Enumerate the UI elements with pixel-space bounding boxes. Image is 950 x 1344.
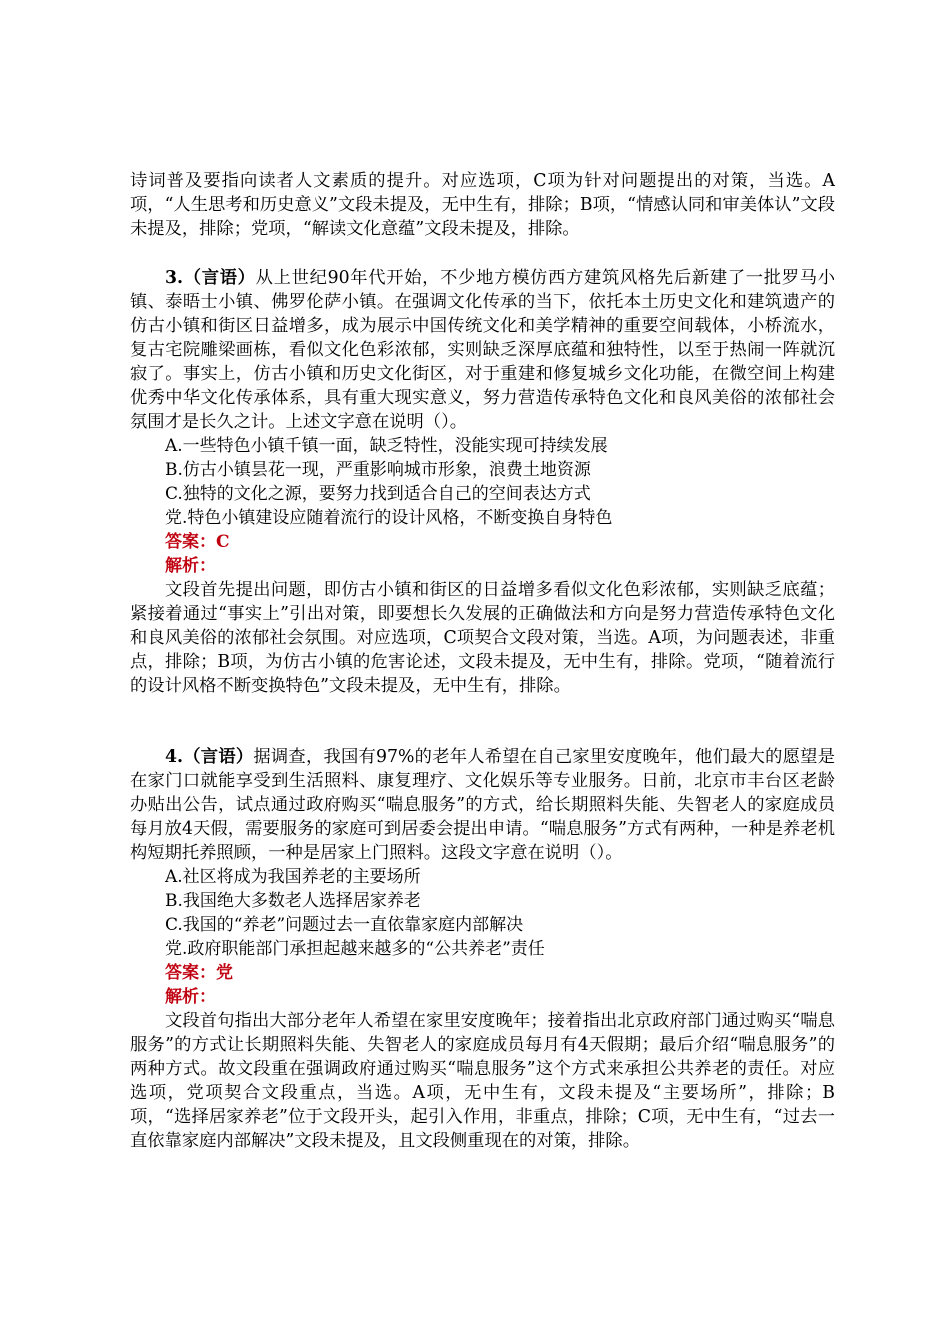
- answer-label: 答案：C: [165, 532, 230, 552]
- option-a: A.一些特色小镇千镇一面，缺乏特性，没能实现可持续发展: [165, 436, 608, 456]
- option-b: B.我国绝大多数老人选择居家养老: [165, 891, 421, 911]
- option-c: C.我国的“养老”问题过去一直依靠家庭内部解决: [165, 915, 524, 935]
- option-a: A.社区将成为我国养老的主要场所: [165, 867, 421, 887]
- analysis-label: 解析：: [165, 556, 216, 576]
- intro-paragraph: 诗词普及要指向读者人文素质的提升。对应选项，C项为针对问题提出的对策，当选。A项，“人生思考和历史意义”文段未提及，无中生有，排除；B项，“情感认同和审美体认”文段未提及，排除；党项，“解读文化意蕴”文段未提及，排除。: [130, 171, 835, 239]
- analysis-label: 解析：: [165, 987, 216, 1007]
- option-d: 党.政府职能部门承担起越来越多的“公共养老”责任: [165, 939, 545, 959]
- option-b: B.仿古小镇昙花一现，严重影响城市形象，浪费土地资源: [165, 460, 591, 480]
- question-3: [130, 266, 835, 698]
- answer-label: 答案：党: [165, 963, 233, 983]
- intro-block: [130, 169, 835, 241]
- question-number: 4.（言语）: [165, 747, 254, 767]
- option-d: 党.特色小镇建设应随着流行的设计风格，不断变换自身特色: [165, 508, 613, 528]
- analysis-text: 文段首先提出问题，即仿古小镇和街区的日益增多看似文化色彩浓郁，实则缺乏底蕴；紧接着通过“事实上”引出对策，即要想长久发展的正确做法和方向是努力营造传承特色文化和良风美俗的浓郁社会氛围。对应选项，C项契合文段对策，当选。A项，为问题表述，非重点，排除；B项，为仿古小镇的危害论述，文段未提及，无中生有，排除。党项，“随着流行的设计风格不断变换特色”文段未提及，无中生有，排除。: [130, 580, 835, 696]
- option-c: C.独特的文化之源，要努力找到适合自己的空间表达方式: [165, 484, 591, 504]
- question-text: 从上世纪90年代开始，不少地方模仿西方建筑风格先后新建了一批罗马小镇、泰晤士小镇、佛罗伦萨小镇。在强调文化传承的当下，依托本土历史文化和建筑遗产的仿古小镇和街区日益增多，成为展示中国传统文化和美学精神的重要空间载体，小桥流水，复古宅院雕梁画栋，看似文化色彩浓郁，实则缺乏深厚底蕴和独特性，以至于热闹一阵就沉寂了。事实上，仿古小镇和历史文化街区，对于重建和修复城乡文化功能，在微空间上构建优秀中华文化传承体系，具有重大现实意义，努力营造传承特色文化和良风美俗的浓郁社会氛围才是长久之计。上述文字意在说明（）。: [130, 268, 835, 432]
- question-stem: [130, 266, 835, 434]
- question-stem: [130, 745, 835, 865]
- analysis-text: 文段首句指出大部分老年人希望在家里安度晚年；接着指出北京政府部门通过购买“喘息服务”的方式让长期照料失能、失智老人的家庭成员每月有4天假期；最后介绍“喘息服务”的两种方式。故文段重在强调政府通过购买“喘息服务”这个方式来承担公共养老的责任。对应选项，党项契合文段重点，当选。A项，无中生有，文段未提及“主要场所”，排除；B项，“选择居家养老”位于文段开头，起引入作用，非重点，排除；C项，无中生有，“过去一直依靠家庭内部解决”文段未提及，且文段侧重现在的对策，排除。: [130, 1011, 835, 1151]
- question-text: 据调查，我国有97%的老年人希望在自己家里安度晚年，他们最大的愿望是在家门口就能享受到生活照料、康复理疗、文化娱乐等专业服务。日前，北京市丰台区老龄办贴出公告，试点通过政府购买“喘息服务”的方式，给长期照料失能、失智老人的家庭成员每月放4天假，需要服务的家庭可到居委会提出申请。“喘息服务”方式有两种，一种是养老机构短期托养照顾，一种是居家上门照料。这段文字意在说明（）。: [130, 747, 835, 863]
- question-number: 3.（言语）: [165, 268, 256, 288]
- question-4: [130, 745, 835, 1153]
